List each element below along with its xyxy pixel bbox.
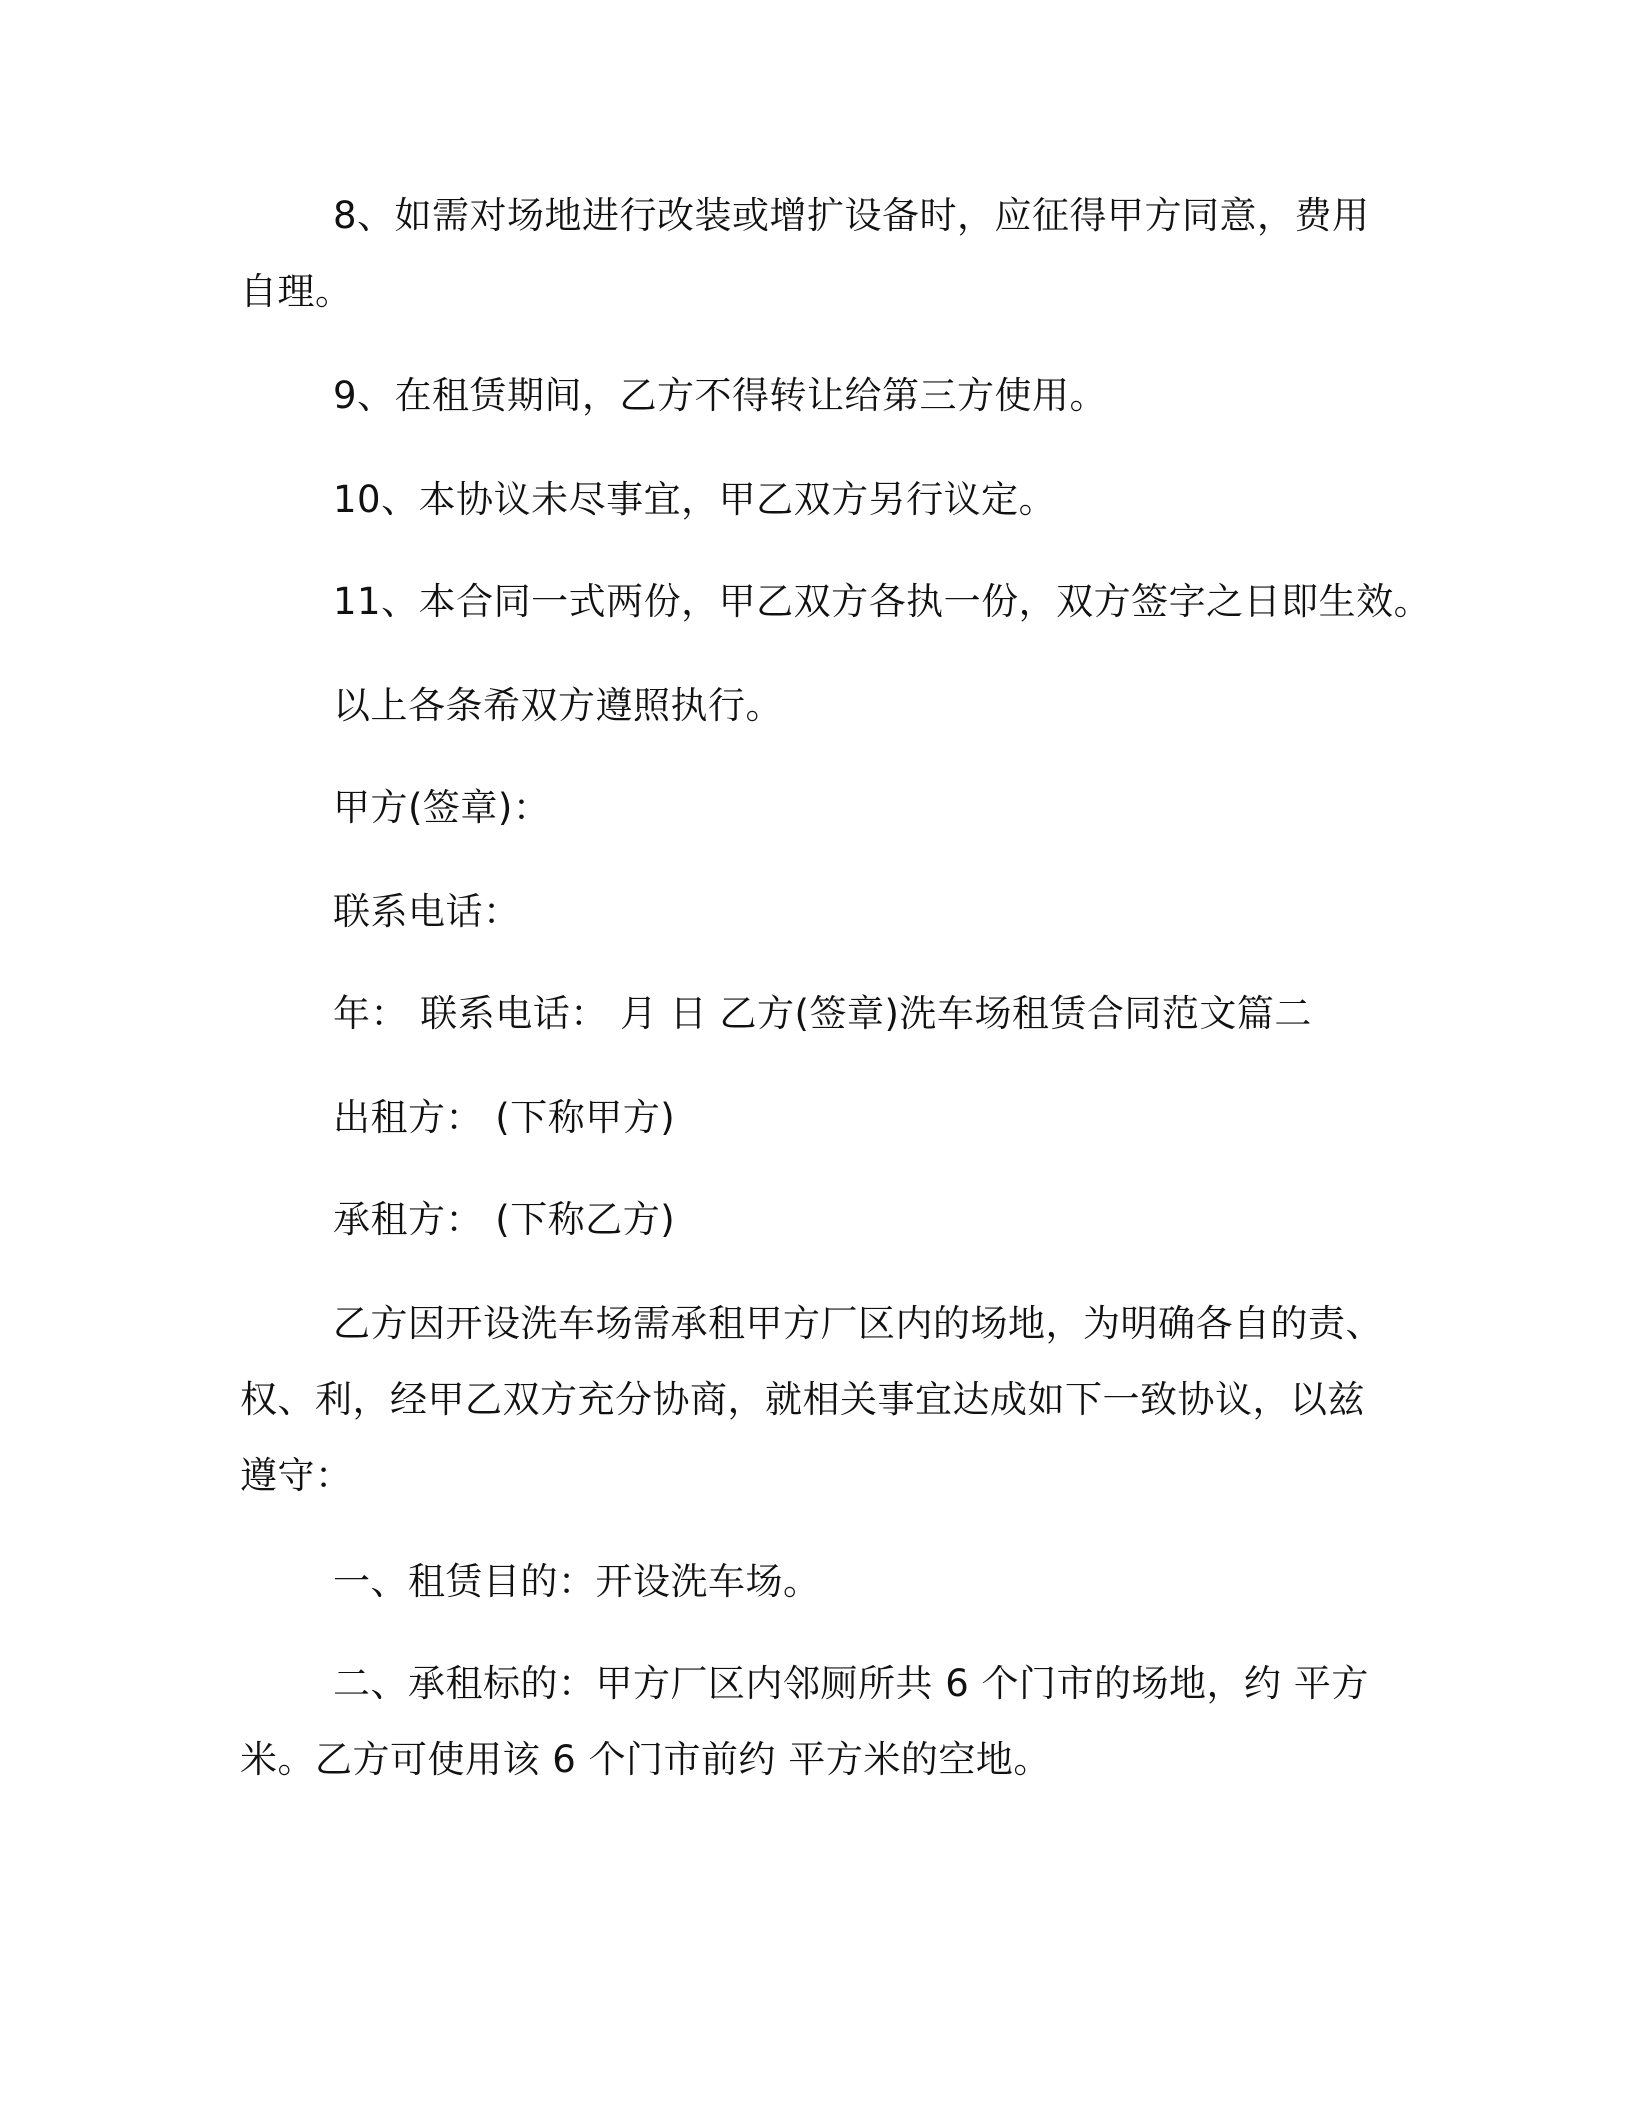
paragraph-8-line-2: 自理。 [240,270,353,313]
preamble-paragraph [240,1286,1400,1514]
contact-phone: 联系电话： [333,890,521,933]
clause-2-line-1: 二、承租标的：甲方厂区内邻厕所共 6 个门市的场地，约 平方 [333,1662,1369,1705]
party-a-signature: 甲方(签章)： [333,786,551,829]
paragraph-10: 10、本协议未尽事宜，甲乙双方另行议定。 [333,478,1057,521]
paragraph-8 [240,178,1400,330]
preamble-line-1: 乙方因开设洗车场需承租甲方厂区内的场地，为明确各自的责、 [333,1302,1383,1345]
clause-1-purpose: 一、租赁目的：开设洗车场。 [333,1560,821,1603]
date-and-section-title: 年： 联系电话： 月 日 乙方(签章)洗车场租赁合同范文篇二 [333,992,1312,1035]
preamble-line-3: 遵守： [240,1454,353,1497]
preamble-line-2: 权、利，经甲乙双方充分协商，就相关事宜达成如下一致协议，以兹 [240,1378,1365,1421]
paragraph-9: 9、在租赁期间，乙方不得转让给第三方使用。 [333,374,1108,417]
paragraph-11: 11、本合同一式两份，甲乙双方各执一份，双方签字之日即生效。 [333,580,1432,623]
paragraph-8-line-1: 8、如需对场地进行改装或增扩设备时，应征得甲方同意，费用 [333,194,1370,237]
lessor-line: 出租方： (下称甲方) [333,1096,676,1139]
lessee-line: 承租方： (下称乙方) [333,1198,676,1241]
clause-2-line-2: 米。乙方可使用该 6 个门市前约 平方米的空地。 [240,1738,1051,1781]
closing-statement: 以上各条希双方遵照执行。 [333,684,783,727]
clause-2-subject [240,1646,1400,1798]
